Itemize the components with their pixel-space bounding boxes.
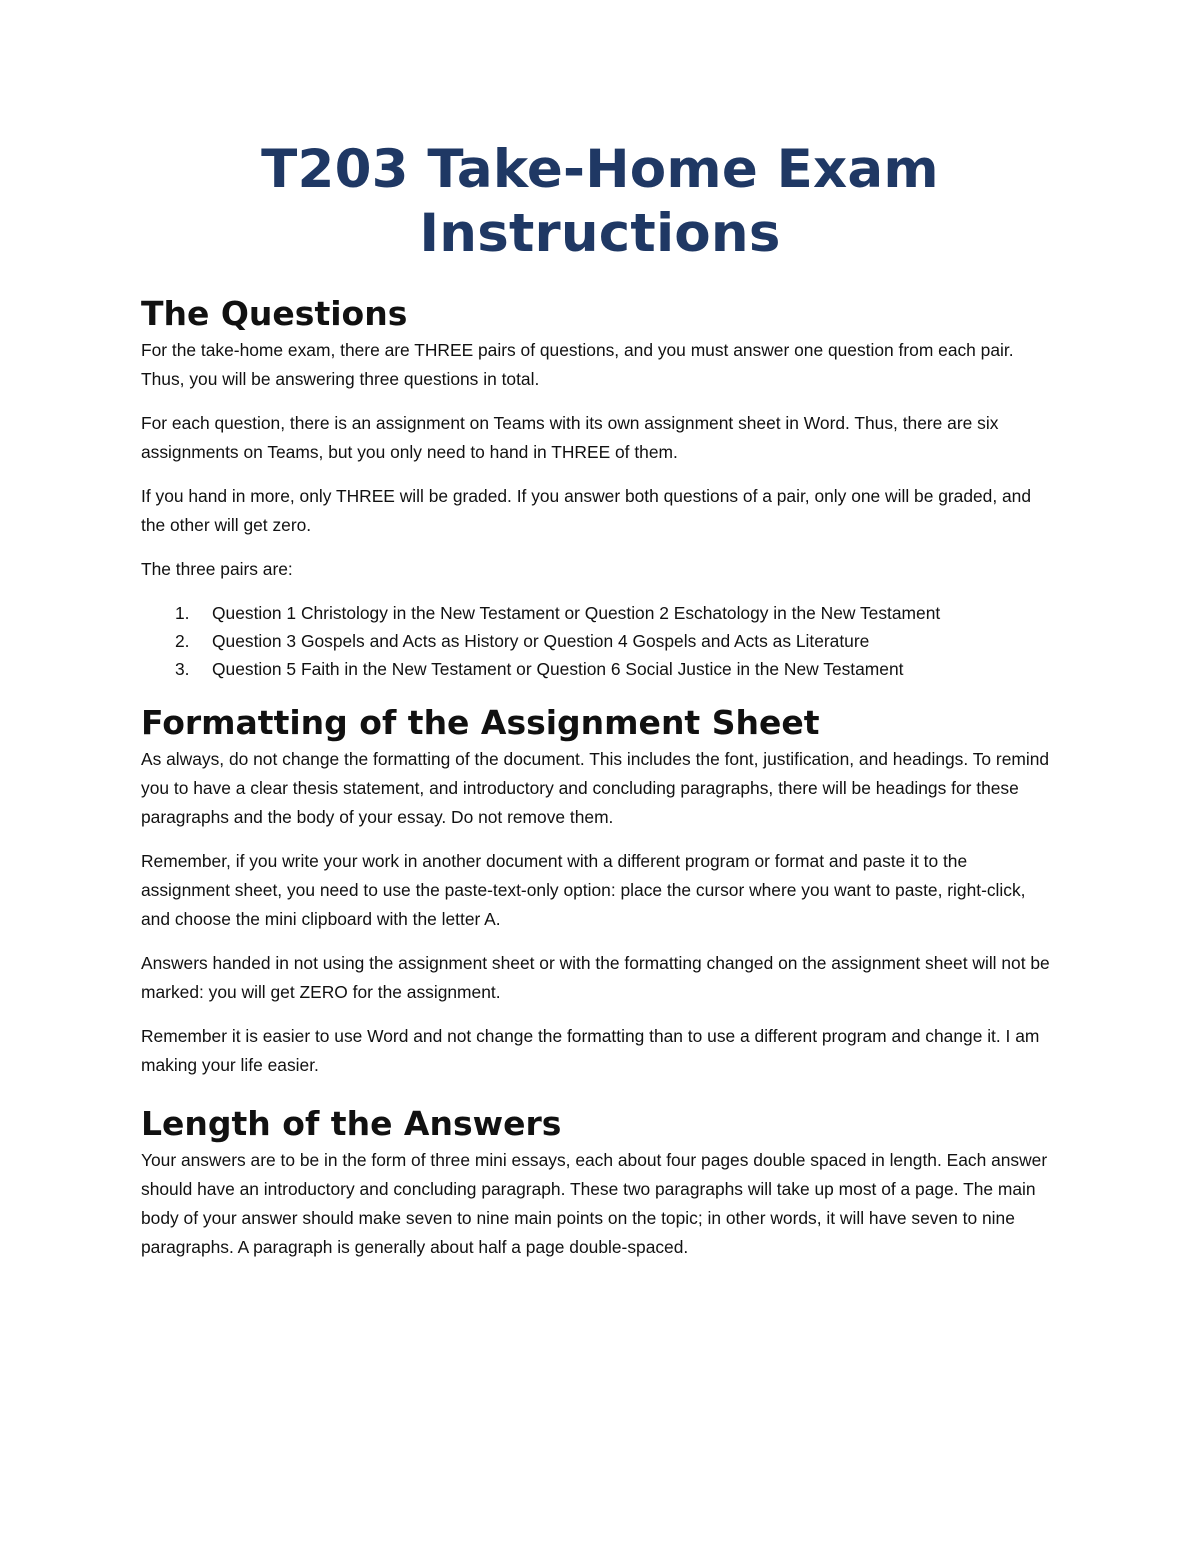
- section-length: [141, 1104, 1059, 1262]
- paragraph: If you hand in more, only THREE will be graded. If you answer both questions of a pair, only one will be graded, and the other will get zero.: [141, 486, 1032, 535]
- list-item-text: Question 3 Gospels and Acts as History or Question 4 Gospels and Acts as Literature: [212, 631, 870, 651]
- paragraph: As always, do not change the formatting of the document. This includes the font, justification, and headings. To remind you to have a clear thesis statement, and introductory and concluding paragraphs, there will be headings for these paragraphs and the body of your essay. Do not remove them.: [141, 749, 1050, 827]
- paragraph: For the take-home exam, there are THREE pairs of questions, and you must answer one question from each pair. Thus, you will be answering three questions in total.: [141, 340, 1014, 389]
- paragraph: The three pairs are:: [141, 559, 293, 579]
- list-item-number: 2.: [175, 631, 190, 651]
- paragraph: Your answers are to be in the form of three mini essays, each about four pages double spaced in length. Each answer should have an introductory and concluding paragraph. These two paragraphs will take up most of a page. The main body of your answer should make seven to nine main points on the topic; in other words, it will have seven to nine paragraphs. A paragraph is generally about half a page double-spaced.: [141, 1150, 1048, 1257]
- list-item-number: 1.: [175, 603, 190, 623]
- section-heading-questions: The Questions: [141, 294, 408, 333]
- paragraph: Remember, if you write your work in another document with a different program or format and paste it to the assignment sheet, you need to use the paste-text-only option: place the cursor where you want to paste, right-click, and choose the mini clipboard with the letter A.: [141, 851, 1026, 929]
- list-item-number: 3.: [175, 659, 190, 679]
- list-item: [141, 599, 1059, 627]
- paragraph: Remember it is easier to use Word and not change the formatting than to use a different program and change it. I am making your life easier.: [141, 1026, 1040, 1075]
- list-item: [141, 655, 1059, 683]
- list-item: [141, 627, 1059, 655]
- list-item-text: Question 5 Faith in the New Testament or Question 6 Social Justice in the New Testament: [212, 659, 904, 679]
- section-heading-formatting: Formatting of the Assignment Sheet: [141, 703, 820, 742]
- list-item-text: Question 1 Christology in the New Testament or Question 2 Eschatology in the New Testament: [212, 603, 941, 623]
- question-pairs-list: [141, 599, 1059, 683]
- paragraph: Answers handed in not using the assignment sheet or with the formatting changed on the assignment sheet will not be marked: you will get ZERO for the assignment.: [141, 953, 1050, 1002]
- section-the-questions: [141, 294, 1059, 683]
- section-heading-length: Length of the Answers: [141, 1104, 562, 1143]
- document-title: T203 Take-Home Exam Instructions: [261, 139, 939, 264]
- section-formatting: [141, 703, 1059, 1080]
- paragraph: For each question, there is an assignment on Teams with its own assignment sheet in Word. Thus, there are six assignments on Teams, but you only need to hand in THREE of them.: [141, 413, 999, 462]
- document-page: [141, 138, 1059, 1262]
